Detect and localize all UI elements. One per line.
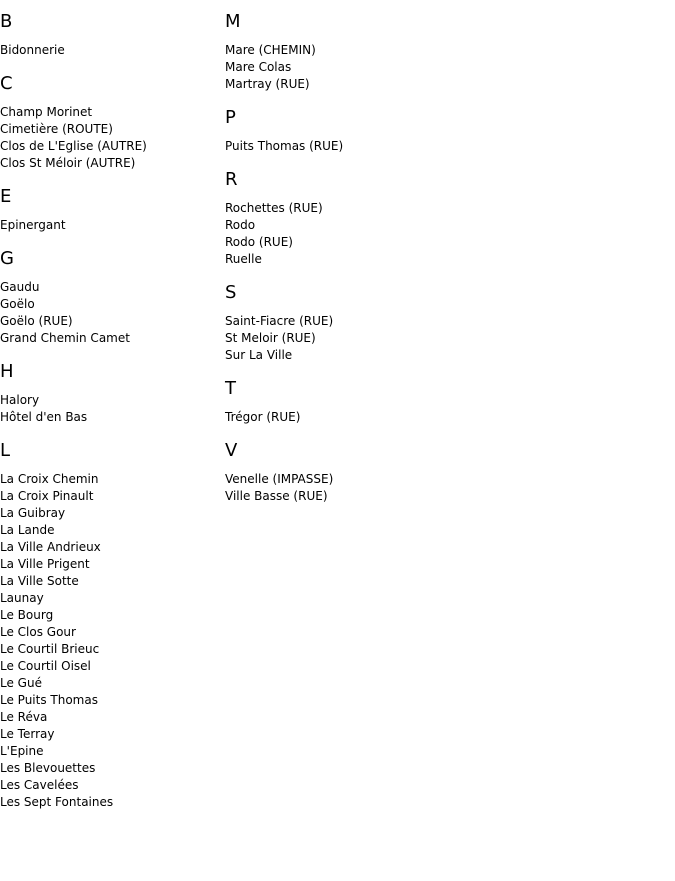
street-entry[interactable]: Bidonnerie xyxy=(0,43,65,57)
street-entry[interactable]: Epinergant xyxy=(0,218,66,232)
street-entry[interactable]: Ruelle xyxy=(225,252,262,266)
letter-group-h xyxy=(0,361,220,426)
street-entry[interactable]: Le Gué xyxy=(0,676,42,690)
street-entry[interactable]: Le Réva xyxy=(0,710,48,724)
street-list xyxy=(0,471,220,811)
street-list xyxy=(0,392,220,426)
street-entry[interactable]: Mare Colas xyxy=(225,60,292,74)
letter-group-b xyxy=(0,11,220,59)
street-entry[interactable]: St Meloir (RUE) xyxy=(225,331,316,345)
street-entry[interactable]: Clos St Méloir (AUTRE) xyxy=(0,156,136,170)
letter-group-m xyxy=(225,11,525,93)
street-list xyxy=(225,471,525,505)
letter-group-c xyxy=(0,73,220,172)
letter-heading: B xyxy=(0,11,13,32)
right-column xyxy=(225,11,525,519)
letter-group-g xyxy=(0,248,220,347)
letter-heading: S xyxy=(225,282,237,303)
street-entry[interactable]: La Croix Pinault xyxy=(0,489,94,503)
street-entry[interactable]: Champ Morinet xyxy=(0,105,93,119)
street-entry[interactable]: Sur La Ville xyxy=(225,348,293,362)
street-entry[interactable]: Ville Basse (RUE) xyxy=(225,489,328,503)
street-entry[interactable]: Puits Thomas (RUE) xyxy=(225,139,344,153)
letter-group-v xyxy=(225,440,525,505)
street-entry[interactable]: La Guibray xyxy=(0,506,66,520)
street-list xyxy=(225,200,525,268)
street-entry[interactable]: Le Terray xyxy=(0,727,55,741)
street-entry[interactable]: Grand Chemin Camet xyxy=(0,331,130,345)
street-entry[interactable]: L'Epine xyxy=(0,744,44,758)
street-entry[interactable]: La Lande xyxy=(0,523,55,537)
letter-heading: T xyxy=(225,378,236,399)
letter-group-l xyxy=(0,440,220,811)
street-entry[interactable]: Martray (RUE) xyxy=(225,77,310,91)
street-entry[interactable]: La Ville Prigent xyxy=(0,557,90,571)
street-entry[interactable]: La Ville Sotte xyxy=(0,574,79,588)
letter-heading: M xyxy=(225,11,241,32)
street-entry[interactable]: Les Sept Fontaines xyxy=(0,795,114,809)
street-entry[interactable]: Le Courtil Oisel xyxy=(0,659,91,673)
street-list xyxy=(225,138,525,155)
street-list xyxy=(225,313,525,364)
street-list xyxy=(0,217,220,234)
letter-heading: V xyxy=(225,440,238,461)
street-list xyxy=(0,279,220,347)
street-entry[interactable]: Goëlo xyxy=(0,297,35,311)
letter-heading: R xyxy=(225,169,238,190)
street-list xyxy=(0,104,220,172)
street-entry[interactable]: Saint-Fiacre (RUE) xyxy=(225,314,334,328)
street-entry[interactable]: La Ville Andrieux xyxy=(0,540,101,554)
street-entry[interactable]: Le Clos Gour xyxy=(0,625,76,639)
letter-group-e xyxy=(0,186,220,234)
letter-heading: L xyxy=(0,440,11,461)
street-entry[interactable]: La Croix Chemin xyxy=(0,472,99,486)
street-entry[interactable]: Gaudu xyxy=(0,280,40,294)
street-entry[interactable]: Halory xyxy=(0,393,40,407)
street-entry[interactable]: Clos de L'Eglise (AUTRE) xyxy=(0,139,147,153)
street-entry[interactable]: Les Blevouettes xyxy=(0,761,96,775)
letter-heading: E xyxy=(0,186,12,207)
letter-group-r xyxy=(225,169,525,268)
letter-heading: G xyxy=(0,248,14,269)
left-column xyxy=(0,11,220,825)
street-entry[interactable]: Goëlo (RUE) xyxy=(0,314,73,328)
street-entry[interactable]: Launay xyxy=(0,591,44,605)
street-entry[interactable]: Trégor (RUE) xyxy=(225,410,301,424)
street-list xyxy=(225,42,525,93)
street-entry[interactable]: Rodo (RUE) xyxy=(225,235,293,249)
street-entry[interactable]: Le Puits Thomas xyxy=(0,693,98,707)
street-list xyxy=(225,409,525,426)
street-entry[interactable]: Hôtel d'en Bas xyxy=(0,410,88,424)
letter-heading: P xyxy=(225,107,236,128)
street-entry[interactable]: Les Cavelées xyxy=(0,778,79,792)
street-entry[interactable]: Mare (CHEMIN) xyxy=(225,43,316,57)
street-entry[interactable]: Rochettes (RUE) xyxy=(225,201,323,215)
letter-group-p xyxy=(225,107,525,155)
letter-heading: H xyxy=(0,361,14,382)
letter-group-s xyxy=(225,282,525,364)
street-entry[interactable]: Venelle (IMPASSE) xyxy=(225,472,334,486)
street-list xyxy=(0,42,220,59)
street-entry[interactable]: Le Courtil Brieuc xyxy=(0,642,100,656)
letter-group-t xyxy=(225,378,525,426)
street-entry[interactable]: Le Bourg xyxy=(0,608,54,622)
street-entry[interactable]: Cimetière (ROUTE) xyxy=(0,122,113,136)
letter-heading: C xyxy=(0,73,13,94)
street-entry[interactable]: Rodo xyxy=(225,218,256,232)
